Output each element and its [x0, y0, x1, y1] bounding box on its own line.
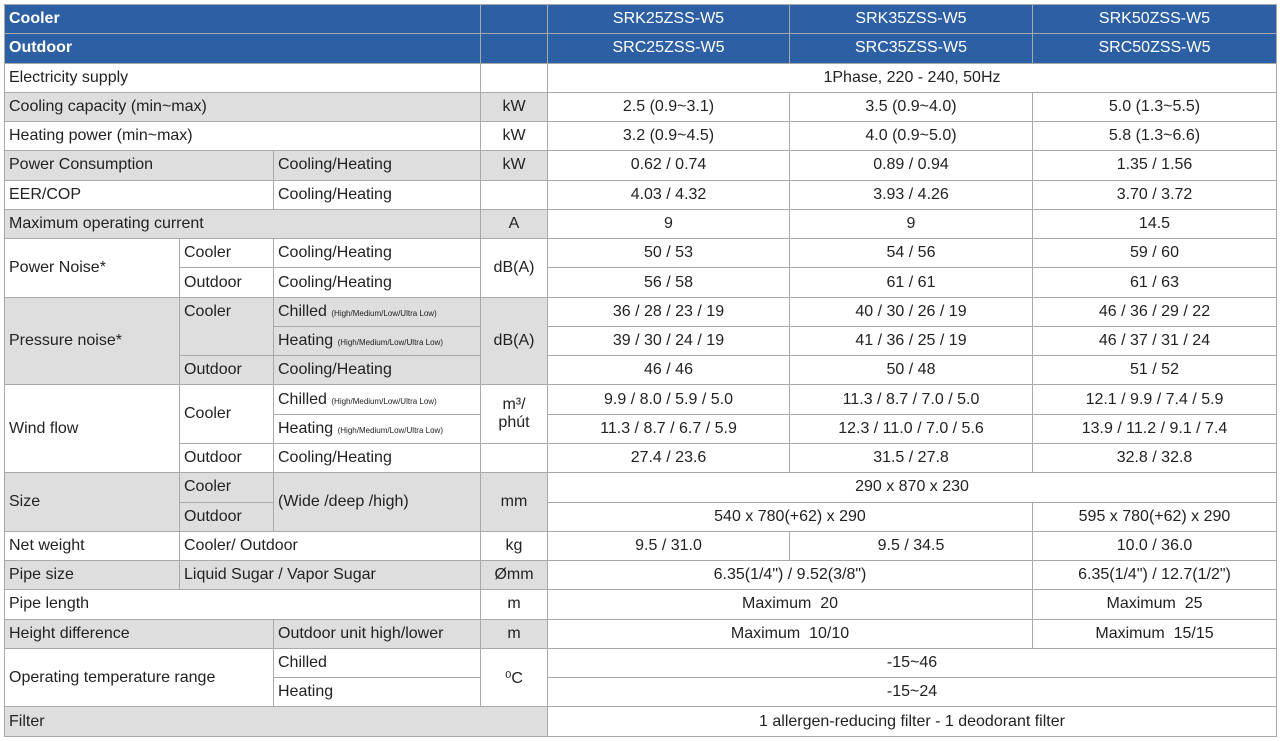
- max-current-value: 14.5: [1033, 209, 1277, 238]
- wind-flow-outdoor-sub: Cooling/Heating: [274, 443, 481, 472]
- cooling-capacity-label: Cooling capacity (min~max): [5, 92, 481, 121]
- wind-flow-unit-line2: phút: [498, 414, 530, 432]
- wind-flow-heating-value: 11.3 / 8.7 / 6.7 / 5.9: [548, 414, 790, 443]
- wind-flow-outdoor-value: 32.8 / 32.8: [1033, 443, 1277, 472]
- wind-flow-chilled-value: 12.1 / 9.9 / 7.4 / 5.9: [1033, 385, 1277, 414]
- heating-power-unit: kW: [481, 122, 548, 151]
- net-weight-value: 10.0 / 36.0: [1033, 531, 1277, 560]
- power-noise-outdoor-label: Outdoor: [180, 268, 274, 297]
- filter-value: 1 allergen-reducing filter - 1 deodorant filter: [548, 707, 1277, 737]
- height-diff-label: Height difference: [5, 619, 274, 648]
- power-noise-outdoor-value: 61 / 63: [1033, 268, 1277, 297]
- op-temp-heating-value: -15~24: [548, 678, 1277, 707]
- header-outdoor-model: SRC35ZSS-W5: [790, 34, 1033, 63]
- power-consumption-sub: Cooling/Heating: [274, 151, 481, 180]
- max-current-label: Maximum operating current: [5, 209, 481, 238]
- header-cooler-model: SRK50ZSS-W5: [1033, 5, 1277, 34]
- eer-cop-sub: Cooling/Heating: [274, 180, 481, 209]
- net-weight-unit: kg: [481, 531, 548, 560]
- pressure-noise-chilled-note: (High/Medium/Low/Ultra Low): [331, 308, 437, 318]
- power-noise-unit: dB(A): [481, 239, 548, 298]
- header-outdoor-model: SRC25ZSS-W5: [548, 34, 790, 63]
- header-blank: [481, 34, 548, 63]
- size-label: Size: [5, 473, 180, 532]
- wind-flow-heating-value: 13.9 / 11.2 / 9.1 / 7.4: [1033, 414, 1277, 443]
- pressure-noise-heating-note: (High/Medium/Low/Ultra Low): [337, 338, 443, 348]
- wind-flow-unit-blank: [481, 443, 548, 472]
- header-cooler-model: SRK35ZSS-W5: [790, 5, 1033, 34]
- pressure-noise-outdoor-value: 51 / 52: [1033, 356, 1277, 385]
- size-outdoor-label: Outdoor: [180, 502, 274, 531]
- net-weight-value: 9.5 / 34.5: [790, 531, 1033, 560]
- pipe-length-label: Pipe length: [5, 590, 481, 619]
- filter-label: Filter: [5, 707, 548, 737]
- pressure-noise-outdoor-value: 50 / 48: [790, 356, 1033, 385]
- heating-power-label: Heating power (min~max): [5, 122, 481, 151]
- pressure-noise-chilled-cell: [274, 297, 481, 326]
- pipe-length-value-small: Maximum 20: [548, 590, 1033, 619]
- heating-power-value: 5.8 (1.3~6.6): [1033, 122, 1277, 151]
- pressure-noise-outdoor-label: Outdoor: [180, 356, 274, 385]
- pressure-noise-heating-value: 41 / 36 / 25 / 19: [790, 326, 1033, 355]
- electricity-unit: [481, 63, 548, 92]
- size-outdoor-value-small: 540 x 780(+62) x 290: [548, 502, 1033, 531]
- power-noise-cooler-value: 54 / 56: [790, 239, 1033, 268]
- height-diff-sub: Outdoor unit high/lower: [274, 619, 481, 648]
- eer-cop-value: 3.93 / 4.26: [790, 180, 1033, 209]
- eer-cop-label: EER/COP: [5, 180, 274, 209]
- pressure-noise-outdoor-sub: Cooling/Heating: [274, 356, 481, 385]
- cooling-capacity-value: 3.5 (0.9~4.0): [790, 92, 1033, 121]
- pressure-noise-cooler-label: Cooler: [180, 297, 274, 356]
- height-diff-unit: m: [481, 619, 548, 648]
- op-temp-label: Operating temperature range: [5, 648, 274, 707]
- pressure-noise-heating-sub: Heating: [278, 332, 334, 350]
- pipe-length-value-large: Maximum 25: [1033, 590, 1277, 619]
- power-consumption-value: 0.89 / 0.94: [790, 151, 1033, 180]
- height-diff-value-small: Maximum 10/10: [548, 619, 1033, 648]
- wind-flow-chilled-cell: [274, 385, 481, 414]
- op-temp-unit: ⁰C: [481, 648, 548, 707]
- pressure-noise-chilled-value: 40 / 30 / 26 / 19: [790, 297, 1033, 326]
- wind-flow-label: Wind flow: [5, 385, 180, 473]
- eer-cop-value: 4.03 / 4.32: [548, 180, 790, 209]
- pipe-size-label: Pipe size: [5, 561, 180, 590]
- pressure-noise-label: Pressure noise*: [5, 297, 180, 385]
- header-blank: [481, 5, 548, 34]
- wind-flow-unit: [481, 385, 548, 444]
- net-weight-label: Net weight: [5, 531, 180, 560]
- power-noise-cooler-value: 50 / 53: [548, 239, 790, 268]
- size-outdoor-value-large: 595 x 780(+62) x 290: [1033, 502, 1277, 531]
- eer-cop-unit: [481, 180, 548, 209]
- net-weight-value: 9.5 / 31.0: [548, 531, 790, 560]
- pressure-noise-unit: dB(A): [481, 297, 548, 385]
- pipe-size-value-large: 6.35(1/4") / 12.7(1/2"): [1033, 561, 1277, 590]
- size-sub: (Wide /deep /high): [274, 473, 481, 532]
- power-noise-label: Power Noise*: [5, 239, 180, 298]
- power-noise-outdoor-value: 61 / 61: [790, 268, 1033, 297]
- wind-flow-unit-line1: m³/: [502, 396, 526, 414]
- pressure-noise-heating-value: 46 / 37 / 31 / 24: [1033, 326, 1277, 355]
- power-noise-outdoor-sub: Cooling/Heating: [274, 268, 481, 297]
- power-noise-cooler-label: Cooler: [180, 239, 274, 268]
- electricity-value: 1Phase, 220 - 240, 50Hz: [548, 63, 1277, 92]
- op-temp-chilled-sub: Chilled: [274, 648, 481, 677]
- max-current-value: 9: [790, 209, 1033, 238]
- wind-flow-heating-cell: [274, 414, 481, 443]
- electricity-label: Electricity supply: [5, 63, 481, 92]
- wind-flow-chilled-sub: Chilled: [278, 390, 327, 408]
- header-outdoor-label: Outdoor: [5, 34, 481, 63]
- cooling-capacity-value: 2.5 (0.9~3.1): [548, 92, 790, 121]
- power-consumption-unit: kW: [481, 151, 548, 180]
- pressure-noise-chilled-sub: Chilled: [278, 302, 327, 320]
- wind-flow-outdoor-label: Outdoor: [180, 443, 274, 472]
- cooling-capacity-value: 5.0 (1.3~5.5): [1033, 92, 1277, 121]
- wind-flow-cooler-label: Cooler: [180, 385, 274, 444]
- header-outdoor-model: SRC50ZSS-W5: [1033, 34, 1277, 63]
- pipe-size-sub: Liquid Sugar / Vapor Sugar: [180, 561, 481, 590]
- wind-flow-heating-note: (High/Medium/Low/Ultra Low): [337, 425, 443, 435]
- spec-table: [4, 4, 1277, 737]
- wind-flow-outdoor-value: 27.4 / 23.6: [548, 443, 790, 472]
- cooling-capacity-unit: kW: [481, 92, 548, 121]
- pressure-noise-chilled-value: 46 / 36 / 29 / 22: [1033, 297, 1277, 326]
- size-unit: mm: [481, 473, 548, 532]
- wind-flow-outdoor-value: 31.5 / 27.8: [790, 443, 1033, 472]
- power-noise-cooler-value: 59 / 60: [1033, 239, 1277, 268]
- height-diff-value-large: Maximum 15/15: [1033, 619, 1277, 648]
- wind-flow-heating-sub: Heating: [278, 419, 334, 437]
- op-temp-heating-sub: Heating: [274, 678, 481, 707]
- power-consumption-value: 1.35 / 1.56: [1033, 151, 1277, 180]
- power-noise-cooler-sub: Cooling/Heating: [274, 239, 481, 268]
- header-cooler-model: SRK25ZSS-W5: [548, 5, 790, 34]
- net-weight-sub: Cooler/ Outdoor: [180, 531, 481, 560]
- pressure-noise-chilled-value: 36 / 28 / 23 / 19: [548, 297, 790, 326]
- pressure-noise-heating-value: 39 / 30 / 24 / 19: [548, 326, 790, 355]
- wind-flow-chilled-note: (High/Medium/Low/Ultra Low): [331, 396, 437, 406]
- header-cooler-label: Cooler: [5, 5, 481, 34]
- wind-flow-chilled-value: 9.9 / 8.0 / 5.9 / 5.0: [548, 385, 790, 414]
- pressure-noise-outdoor-value: 46 / 46: [548, 356, 790, 385]
- max-current-value: 9: [548, 209, 790, 238]
- pipe-size-value-small: 6.35(1/4") / 9.52(3/8"): [548, 561, 1033, 590]
- wind-flow-heating-value: 12.3 / 11.0 / 7.0 / 5.6: [790, 414, 1033, 443]
- pipe-length-unit: m: [481, 590, 548, 619]
- power-consumption-value: 0.62 / 0.74: [548, 151, 790, 180]
- wind-flow-chilled-value: 11.3 / 8.7 / 7.0 / 5.0: [790, 385, 1033, 414]
- eer-cop-value: 3.70 / 3.72: [1033, 180, 1277, 209]
- heating-power-value: 3.2 (0.9~4.5): [548, 122, 790, 151]
- pressure-noise-heating-cell: [274, 326, 481, 355]
- max-current-unit: A: [481, 209, 548, 238]
- heating-power-value: 4.0 (0.9~5.0): [790, 122, 1033, 151]
- pipe-size-unit: Ømm: [481, 561, 548, 590]
- power-noise-outdoor-value: 56 / 58: [548, 268, 790, 297]
- power-consumption-label: Power Consumption: [5, 151, 274, 180]
- size-cooler-label: Cooler: [180, 473, 274, 502]
- size-cooler-value: 290 x 870 x 230: [548, 473, 1277, 502]
- op-temp-chilled-value: -15~46: [548, 648, 1277, 677]
